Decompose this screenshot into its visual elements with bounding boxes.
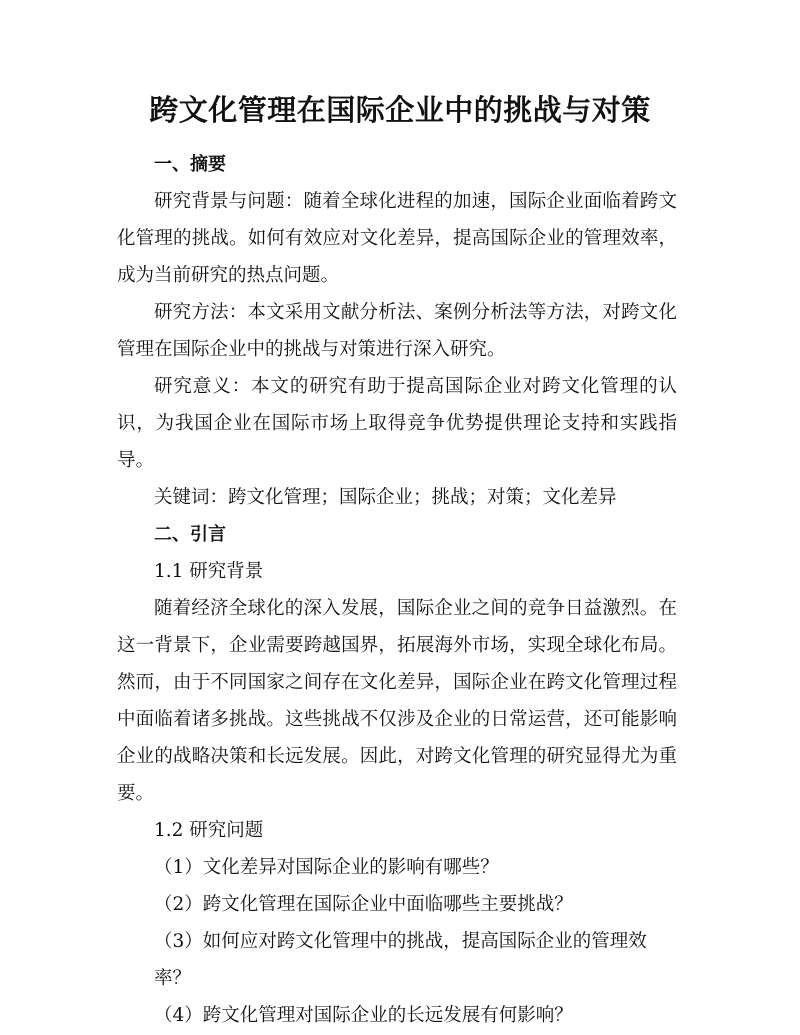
abstract-heading: 一、摘要 — [154, 154, 226, 175]
research-question-4: （4）跨文化管理对国际企业的长远发展有何影响？ — [154, 1005, 573, 1026]
document-body — [117, 146, 677, 1034]
research-question-3: （3）如何应对跨文化管理中的挑战，提高国际企业的管理效率？ — [154, 931, 647, 989]
abstract-method: 研究方法：本文采用文献分析法、案例分析法等方法，对跨文化管理在国际企业中的挑战与对策进行深入研究。 — [117, 302, 677, 360]
introduction-heading: 二、引言 — [154, 524, 226, 545]
abstract-background: 研究背景与问题：随着全球化进程的加速，国际企业面临着跨文化管理的挑战。如何有效应对文化差异，提高国际企业的管理效率，成为当前研究的热点问题。 — [117, 191, 677, 286]
section-1-1-heading: 1.1 研究背景 — [154, 561, 264, 582]
research-question-1: （1）文化差异对国际企业的影响有哪些？ — [154, 857, 499, 878]
section-1-2-heading: 1.2 研究问题 — [154, 820, 264, 841]
abstract-keywords: 关键词：跨文化管理；国际企业；挑战；对策；文化差异 — [154, 487, 617, 508]
section-1-1-body: 随着经济全球化的深入发展，国际企业之间的竞争日益激烈。在这一背景下，企业需要跨越国界，拓展海外市场，实现全球化布局。然而，由于不同国家之间存在文化差异，国际企业在跨文化管理过程中面临着诸多挑战。这些挑战不仅涉及企业的日常运营，还可能影响企业的战略决策和长远发展。因此，对跨文化管理的研究显得尤为重要。 — [117, 598, 677, 804]
abstract-significance: 研究意义：本文的研究有助于提高国际企业对跨文化管理的认识，为我国企业在国际市场上取得竞争优势提供理论支持和实践指导。 — [117, 376, 677, 471]
research-question-2: （2）跨文化管理在国际企业中面临哪些主要挑战？ — [154, 894, 573, 915]
document-title: 跨文化管理在国际企业中的挑战与对策 — [149, 93, 651, 127]
